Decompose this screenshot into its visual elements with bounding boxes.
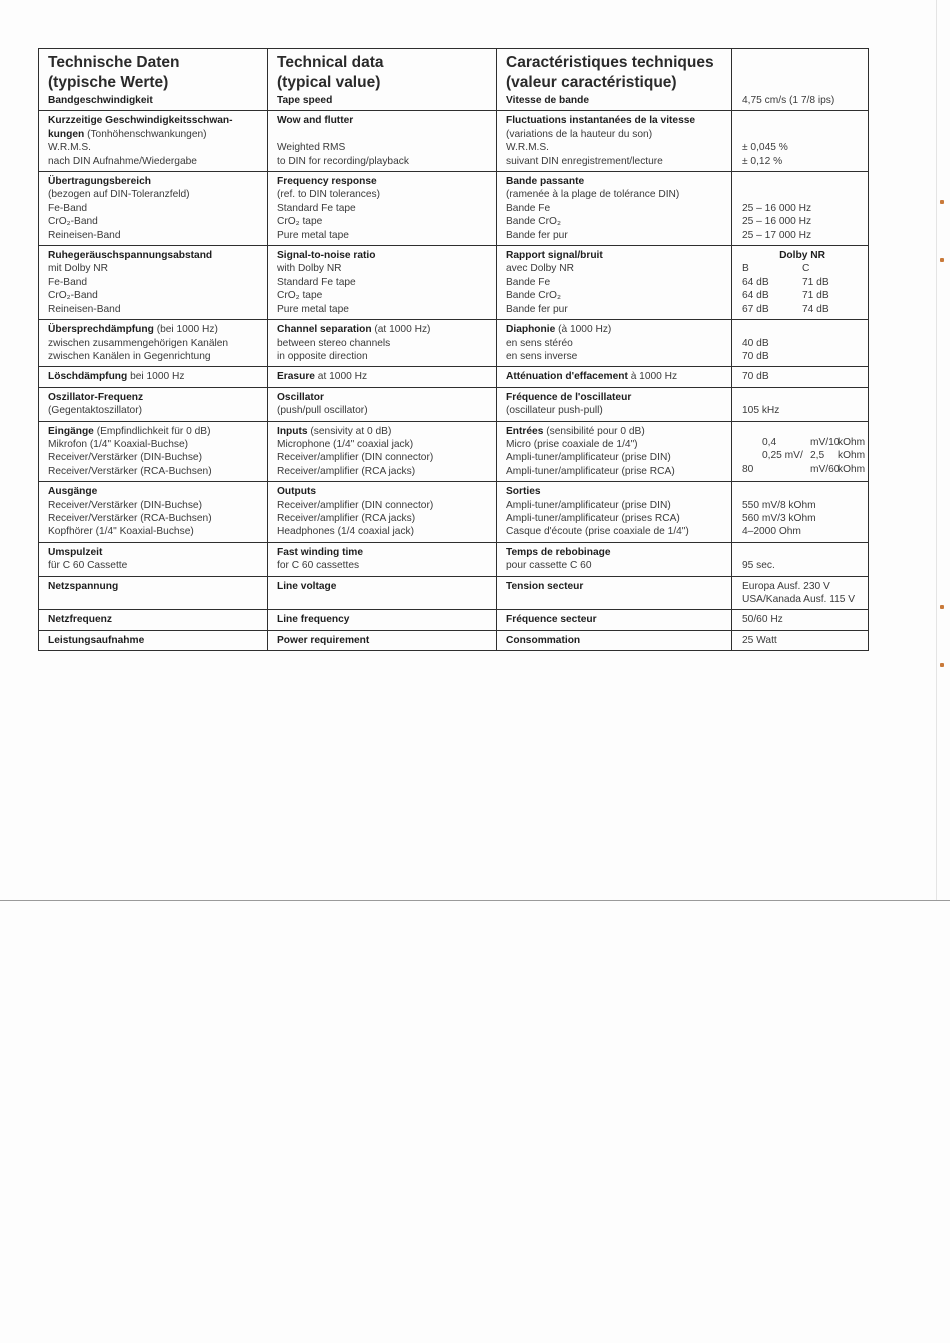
- tape-speed-value: 4,75 cm/s (1 7/8 ips): [742, 95, 835, 106]
- input-value-part: 0,25 mV/: [762, 450, 803, 462]
- spec-title: Rapport signal/bruit: [506, 250, 603, 262]
- spec-title: Netzfrequenz: [48, 614, 112, 626]
- spec-cell-fr: [497, 610, 732, 630]
- header-title-de: Technische Daten: [48, 54, 180, 71]
- spec-value-cell: [732, 421, 869, 482]
- spec-detail-line: Mikrofon (1/4" Koaxial-Buchse): [48, 438, 189, 450]
- spec-cell-en: [268, 630, 497, 650]
- spec-value: 25 – 16 000 Hz: [742, 202, 812, 214]
- spec-detail-line: with Dolby NR: [277, 263, 342, 275]
- spec-detail-line: suivant DIN enregistrement/lecture: [506, 155, 663, 167]
- spec-row: [39, 320, 869, 367]
- spec-title: Netzspannung: [48, 580, 119, 592]
- spec-value: 25 – 16 000 Hz: [742, 216, 812, 228]
- spec-detail-line: Standard Fe tape: [277, 276, 356, 288]
- spec-value: 25 Watt: [742, 634, 777, 646]
- spec-title: Leistungsaufnahme: [48, 634, 145, 646]
- spec-label-de: [48, 546, 261, 559]
- spec-cell-en: [268, 482, 497, 543]
- spec-detail-line: mit Dolby NR: [48, 263, 109, 275]
- inputs-grid: [742, 436, 866, 476]
- spec-row: [39, 172, 869, 246]
- spec-cell-de: [39, 542, 268, 576]
- spec-title-note: at 1000 Hz: [314, 371, 368, 383]
- spec-value-cell: [732, 111, 869, 172]
- spec-cell-fr: [497, 421, 732, 482]
- input-value-part: 80: [742, 463, 754, 475]
- spec-title-note: (at 1000 Hz): [371, 324, 431, 336]
- spec-detail-line: Receiver/amplifier (RCA jacks): [277, 465, 416, 477]
- spec-detail-line: pour cassette C 60: [506, 560, 592, 572]
- header-fr: [497, 49, 732, 111]
- spec-title: Eingänge: [48, 425, 94, 437]
- spec-label-en: [277, 249, 490, 262]
- spec-cell-en: [268, 387, 497, 421]
- spec-detail-line: [277, 128, 490, 141]
- spec-detail-line: zwischen zusammengehörigen Kanälen: [48, 337, 229, 349]
- spec-detail-line: Receiver/Verstärker (DIN-Buchse): [48, 499, 202, 511]
- spec-label-en: [277, 613, 490, 626]
- dolby-value: 74 dB: [802, 303, 829, 315]
- spec-cell-en: [268, 172, 497, 246]
- spec-detail-line: CrO₂-Band: [48, 216, 98, 228]
- spec-detail-line: Ampli-tuner/amplificateur (prise DIN): [506, 452, 671, 464]
- scan-mark: [940, 200, 944, 204]
- spec-row: [39, 576, 869, 610]
- scan-mark: [940, 258, 944, 262]
- spec-title-note: (Empfindlichkeit für 0 dB): [93, 425, 211, 437]
- spec-value-cell: [732, 320, 869, 367]
- spec-title: Übersprechdämpfung: [48, 324, 154, 336]
- spec-cell-fr: [497, 630, 732, 650]
- spec-cell-fr: [497, 387, 732, 421]
- spec-label-fr: [506, 613, 725, 626]
- spec-value-cell: [732, 542, 869, 576]
- spec-row: [39, 111, 869, 172]
- spec-cell-fr: [497, 246, 732, 320]
- spec-label-en: [277, 580, 490, 593]
- spec-title: Fréquence secteur: [506, 614, 597, 626]
- input-value-part: mV/10: [810, 436, 840, 448]
- spec-detail-line: en sens stéréo: [506, 337, 573, 349]
- spec-title: Line voltage: [277, 580, 337, 592]
- input-value-part: kOhm: [838, 436, 866, 448]
- spec-detail-line: Microphone (1/4" coaxial jack): [277, 438, 414, 450]
- header-param-en: Tape speed: [277, 95, 333, 106]
- spec-detail-line: Receiver/Verstärker (RCA-Buchsen): [48, 465, 212, 477]
- spec-row: [39, 610, 869, 630]
- spec-detail-line: Reineisen-Band: [48, 303, 121, 315]
- spec-detail-line: Reineisen-Band: [48, 229, 121, 241]
- input-value-part: kOhm: [838, 450, 866, 462]
- spec-detail-line: Standard Fe tape: [277, 202, 356, 214]
- input-value-part: kOhm: [838, 463, 866, 475]
- spec-title: Diaphonie: [506, 324, 556, 336]
- spec-value-cell: [732, 630, 869, 650]
- spec-cell-en: [268, 421, 497, 482]
- spec-cell-fr: [497, 482, 732, 543]
- spec-label-fr: [506, 546, 725, 559]
- spec-value-cell: [732, 610, 869, 630]
- spec-row: [39, 387, 869, 421]
- spec-cell-de: [39, 610, 268, 630]
- header-de: [39, 49, 268, 111]
- spec-cell-en: [268, 246, 497, 320]
- spec-title: Channel separation: [277, 324, 372, 336]
- spec-row: [39, 482, 869, 543]
- spec-value: USA/Kanada Ausf. 115 V: [742, 594, 856, 605]
- spec-title: Inputs: [277, 425, 308, 437]
- spec-value: ± 0,045 %: [742, 142, 788, 154]
- header-title-fr: Caractéristiques techniques: [506, 54, 714, 71]
- spec-title: Umspulzeit: [48, 546, 103, 558]
- spec-detail-line: zwischen Kanälen in Gegenrichtung: [48, 350, 211, 362]
- spec-cell-de: [39, 421, 268, 482]
- spec-label-en: [277, 485, 490, 498]
- spec-detail-line: (bezogen auf DIN-Toleranzfeld): [48, 189, 190, 201]
- input-value-part: [742, 436, 762, 449]
- spec-detail-line: (oscillateur push-pull): [506, 405, 603, 417]
- input-value-part: [762, 463, 810, 476]
- spec-detail-line: (ramenée à la plage de tolérance DIN): [506, 189, 680, 201]
- spec-title-cont: kungen: [48, 128, 85, 140]
- spec-detail-line: Bande fer pur: [506, 303, 568, 315]
- spec-label-de: [48, 391, 261, 404]
- spec-value: 40 dB: [742, 337, 769, 349]
- spec-value: 95 sec.: [742, 560, 775, 572]
- tech-data-table: [38, 48, 869, 651]
- spec-detail-line: CrO₂ tape: [277, 290, 323, 302]
- spec-value-cell: [732, 387, 869, 421]
- spec-detail-line: Headphones (1/4 coaxial jack): [277, 526, 415, 538]
- spec-detail-line: in opposite direction: [277, 350, 368, 362]
- spec-title: Oscillator: [277, 391, 324, 403]
- spec-detail-line: Ampli-tuner/amplificateur (prise DIN): [506, 499, 671, 511]
- spec-detail-line: nach DIN Aufnahme/Wiedergabe: [48, 155, 197, 167]
- spec-title: Erasure: [277, 371, 315, 383]
- spec-title-note: bei 1000 Hz: [127, 371, 185, 383]
- spec-detail-line: CrO₂ tape: [277, 216, 323, 228]
- spec-detail-line: Bande Fe: [506, 276, 551, 288]
- spec-detail-line: Pure metal tape: [277, 229, 349, 241]
- spec-detail-line: (Gegentaktoszillator): [48, 405, 142, 417]
- spec-value: Europa Ausf. 230 V: [742, 580, 830, 592]
- spec-label-en: [277, 425, 490, 438]
- spec-label-en: [277, 546, 490, 559]
- spec-detail-line: Kopfhörer (1/4" Koaxial-Buchse): [48, 526, 194, 538]
- spec-cell-en: [268, 610, 497, 630]
- spec-label-fr: [506, 485, 725, 498]
- spec-detail-line: Bande CrO₂: [506, 290, 561, 302]
- spec-cell-fr: [497, 576, 732, 610]
- spec-value-cell: [732, 367, 869, 387]
- spec-detail-line: Receiver/amplifier (DIN connector): [277, 499, 434, 511]
- spec-title: Übertragungsbereich: [48, 176, 152, 188]
- spec-row: [39, 542, 869, 576]
- spec-title: Tension secteur: [506, 580, 584, 592]
- spec-cell-fr: [497, 367, 732, 387]
- header-title-en: Technical data: [277, 54, 384, 71]
- spec-value-cell: [732, 172, 869, 246]
- spec-detail-line: en sens inverse: [506, 350, 578, 362]
- spec-label-fr: [506, 580, 725, 593]
- spec-label-fr: [506, 249, 725, 262]
- spec-detail-line: Pure metal tape: [277, 303, 349, 315]
- spec-cell-de: [39, 367, 268, 387]
- spec-label-en: [277, 391, 490, 404]
- spec-row: [39, 421, 869, 482]
- scan-mark: [940, 605, 944, 609]
- spec-detail-line: Micro (prise coaxiale de 1/4"): [506, 438, 638, 450]
- spec-detail-line: avec Dolby NR: [506, 263, 574, 275]
- dolby-grid: [742, 262, 862, 316]
- spec-detail-line: Weighted RMS: [277, 142, 346, 154]
- header-en: [268, 49, 497, 111]
- spec-detail-line: Receiver/amplifier (DIN connector): [277, 452, 434, 464]
- spec-label-fr: [506, 391, 725, 404]
- spec-detail-line: Receiver/Verstärker (RCA-Buchsen): [48, 512, 212, 524]
- spec-value: 50/60 Hz: [742, 614, 783, 626]
- spec-label-en: [277, 114, 490, 127]
- spec-detail-line: Ampli-tuner/amplificateur (prise RCA): [506, 465, 675, 477]
- spec-title: Fast winding time: [277, 546, 364, 558]
- spec-cell-fr: [497, 320, 732, 367]
- spec-detail-line: to DIN for recording/playback: [277, 155, 409, 167]
- spec-detail-line: Receiver/amplifier (RCA jacks): [277, 512, 416, 524]
- spec-value: 25 – 17 000 Hz: [742, 229, 812, 241]
- spec-cell-en: [268, 320, 497, 367]
- spec-cell-en: [268, 367, 497, 387]
- spec-cell-de: [39, 387, 268, 421]
- spec-row: [39, 367, 869, 387]
- spec-value: 560 mV/3 kOhm: [742, 512, 816, 524]
- spec-detail-line: W.R.M.S.: [48, 142, 92, 154]
- spec-detail-line: Ampli-tuner/amplificateur (prises RCA): [506, 512, 680, 524]
- spec-detail-line: Bande CrO₂: [506, 216, 561, 228]
- spec-label-en: [277, 175, 490, 188]
- spec-label-de: [48, 323, 261, 336]
- spec-title-note: (sensibilité pour 0 dB): [543, 425, 645, 437]
- tech-data-sheet: [38, 48, 868, 651]
- input-value-part: mV/60: [810, 463, 840, 475]
- spec-cell-de: [39, 320, 268, 367]
- spec-detail-line: CrO₂-Band: [48, 290, 98, 302]
- spec-detail-line: Bande fer pur: [506, 229, 568, 241]
- header-param-de: Bandgeschwindigkeit: [48, 95, 153, 106]
- spec-row: [39, 630, 869, 650]
- spec-title: Oszillator-Frequenz: [48, 391, 144, 403]
- spec-value: ± 0,12 %: [742, 155, 783, 167]
- spec-cell-en: [268, 542, 497, 576]
- spec-label-fr: [506, 114, 725, 127]
- spec-title: Ruhegeräuschspannungsabstand: [48, 250, 213, 262]
- input-value-part: 0,4: [762, 436, 777, 448]
- page-edge-line: [936, 0, 937, 900]
- spec-label-de: [48, 249, 261, 262]
- spec-cell-de: [39, 172, 268, 246]
- spec-title-note: à 1000 Hz: [627, 371, 678, 383]
- dolby-value: 64 dB: [742, 290, 769, 302]
- spec-title: Fluctuations instantanées de la vitesse: [506, 115, 696, 127]
- spec-detail-line: for C 60 cassettes: [277, 560, 360, 572]
- spec-label-en: [277, 370, 490, 383]
- spec-value: 550 mV/8 kOhm: [742, 499, 816, 511]
- spec-cell-de: [39, 111, 268, 172]
- spec-cell-de: [39, 630, 268, 650]
- spec-cell-en: [268, 576, 497, 610]
- spec-detail-line: (ref. to DIN tolerances): [277, 189, 381, 201]
- spec-title: Line frequency: [277, 614, 350, 626]
- header-subtitle-en: (typical value): [277, 74, 381, 91]
- spec-label-de: [48, 114, 261, 127]
- header-subtitle-fr: (valeur caractéristique): [506, 74, 677, 91]
- spec-title: Signal-to-noise ratio: [277, 250, 376, 262]
- spec-detail-line: Bande Fe: [506, 202, 551, 214]
- dolby-value: 71 dB: [802, 290, 829, 302]
- spec-title-note: (à 1000 Hz): [555, 324, 612, 336]
- spec-detail-line: für C 60 Cassette: [48, 560, 128, 572]
- dolby-value: 67 dB: [742, 303, 769, 315]
- spec-detail-line: Fe-Band: [48, 202, 88, 214]
- spec-cell-en: [268, 111, 497, 172]
- header-param-fr: Vitesse de bande: [506, 95, 590, 106]
- spec-value: 105 kHz: [742, 405, 780, 417]
- spec-label-de: [48, 580, 261, 593]
- spec-title: Kurzzeitige Geschwindigkeitsschwan-: [48, 115, 233, 127]
- spec-title: Frequency response: [277, 176, 377, 188]
- spec-label-cont: [48, 128, 261, 141]
- spec-label-fr: [506, 634, 725, 647]
- spec-title: Wow and flutter: [277, 115, 354, 127]
- spec-label-en: [277, 634, 490, 647]
- spec-title: Bande passante: [506, 176, 585, 188]
- dolby-value: 71 dB: [802, 276, 829, 288]
- spec-detail-line: Fe-Band: [48, 276, 88, 288]
- header-subtitle-de: (typische Werte): [48, 74, 169, 91]
- spec-row: [39, 246, 869, 320]
- spec-cell-fr: [497, 172, 732, 246]
- spec-title: Power requirement: [277, 634, 370, 646]
- spec-title-note: (Tonhöhenschwankungen): [84, 128, 207, 140]
- spec-label-fr: [506, 370, 725, 383]
- spec-title: Atténuation d'effacement: [506, 371, 628, 383]
- spec-value: 70 dB: [742, 371, 769, 383]
- spec-cell-de: [39, 246, 268, 320]
- spec-label-de: [48, 425, 261, 438]
- spec-label-fr: [506, 323, 725, 336]
- spec-value-cell: [732, 576, 869, 610]
- spec-title: Sorties: [506, 486, 541, 498]
- dolby-col-label: C: [802, 263, 810, 275]
- header-row: [39, 49, 869, 111]
- spec-cell-de: [39, 482, 268, 543]
- spec-detail-line: Receiver/Verstärker (DIN-Buchse): [48, 452, 202, 464]
- spec-title: Consommation: [506, 634, 581, 646]
- spec-value: 4–2000 Ohm: [742, 526, 801, 538]
- spec-title-note: (sensivity at 0 dB): [307, 425, 392, 437]
- spec-detail-line: (variations de la hauteur du son): [506, 128, 653, 140]
- spec-value-cell: [732, 482, 869, 543]
- spec-title: Entrées: [506, 425, 544, 437]
- spec-title: Outputs: [277, 486, 317, 498]
- spec-label-fr: [506, 425, 725, 438]
- input-value-part: 2,5: [810, 450, 825, 462]
- spec-detail-line: (push/pull oscillator): [277, 405, 368, 417]
- spec-title-note: (bei 1000 Hz): [153, 324, 218, 336]
- dolby-header: Dolby NR: [779, 250, 825, 262]
- spec-value: 70 dB: [742, 350, 769, 362]
- spec-title: Ausgänge: [48, 486, 98, 498]
- spec-label-en: [277, 323, 490, 336]
- spec-title: Temps de rebobinage: [506, 546, 611, 558]
- spec-cell-de: [39, 576, 268, 610]
- spec-detail-line: W.R.M.S.: [506, 142, 550, 154]
- input-value-part: [742, 449, 762, 462]
- spec-label-fr: [506, 175, 725, 188]
- spec-title: Löschdämpfung: [48, 371, 128, 383]
- spec-label-de: [48, 634, 261, 647]
- spec-label-de: [48, 175, 261, 188]
- spec-label-de: [48, 485, 261, 498]
- header-value: [732, 49, 869, 111]
- spec-label-de: [48, 613, 261, 626]
- dolby-value: 64 dB: [742, 276, 769, 288]
- spec-detail-line: between stereo channels: [277, 337, 391, 349]
- spec-value-cell: [732, 246, 869, 320]
- spec-title: Fréquence de l'oscillateur: [506, 391, 632, 403]
- spec-label-de: [48, 370, 261, 383]
- dolby-col-label: B: [742, 263, 749, 275]
- spec-cell-fr: [497, 111, 732, 172]
- spec-detail-line: Casque d'écoute (prise coaxiale de 1/4"): [506, 526, 689, 538]
- page-divider-line: [0, 900, 950, 901]
- scan-mark: [940, 663, 944, 667]
- spec-cell-fr: [497, 542, 732, 576]
